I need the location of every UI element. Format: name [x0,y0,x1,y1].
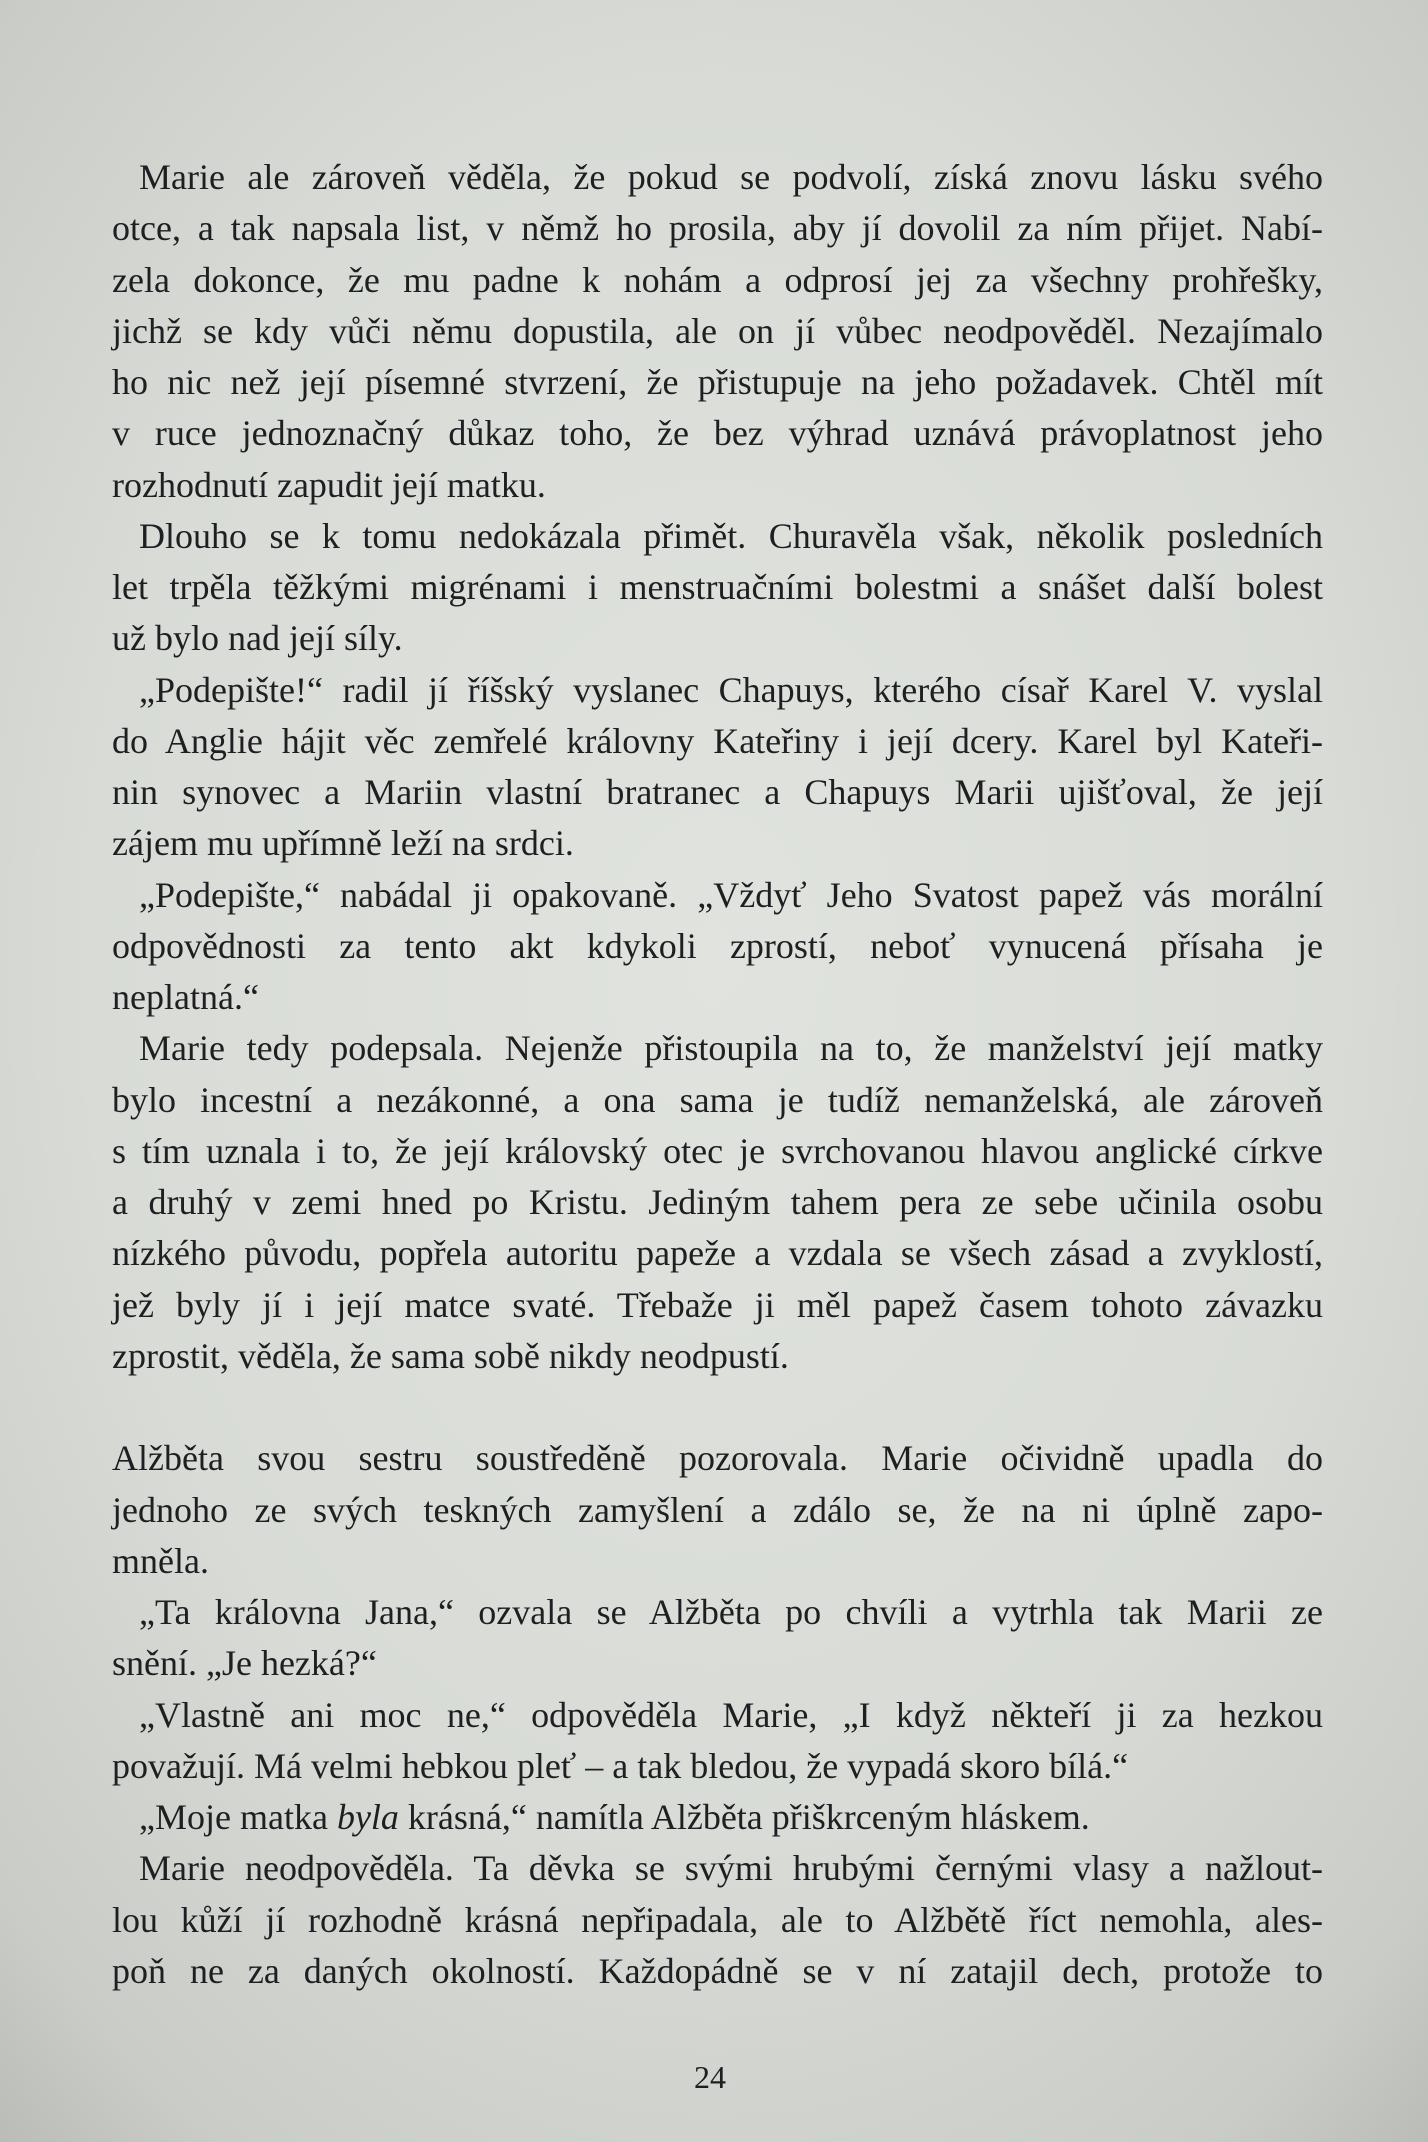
paragraph [112,1023,1323,1382]
text-line: zprostit, věděla, že sama sobě nikdy neodpustí. [112,1335,789,1376]
text-line: ho nic než její písemné stvrzení, že přistupuje na jeho požadavek. Chtěl mít [112,362,1323,402]
text-line: „Podepište,“ nabádal ji opakovaně. „Vždyť Jeho Svatost papež vás morální [139,874,1323,915]
paragraph [112,1433,1323,1587]
paragraph [112,1792,1323,1843]
paragraph [112,1843,1323,1997]
text-line: jichž se kdy vůči němu dopustila, ale on jí vůbec neodpověděl. Nezajímalo [112,310,1323,351]
text-line: zájem mu upřímně leží na srdci. [112,823,574,864]
paragraph [112,1690,1323,1793]
page-number: 24 [694,2059,726,2095]
text-line: otce, a tak napsala list, v němž ho prosila, aby jí dovolil za ním přijet. Nabí- [112,208,1323,249]
text-line: Marie tedy podepsala. Nejenže přistoupila na to, že manželství její matky [139,1028,1323,1069]
text-line: „Vlastně ani moc ne,“ odpověděla Marie, „I když někteří ji za hezkou [139,1694,1323,1735]
section-break [112,1382,1323,1433]
text-line: považují. Má velmi hebkou pleť – a tak bledou, že vypadá skoro bílá.“ [112,1745,1129,1786]
text-line: „Podepište!“ radil jí říšský vyslanec Chapuys, kterého císař Karel V. vyslal [139,669,1323,710]
text-line: let trpěla těžkými migrénami i menstruačními bolestmi a snášet další bolest [112,567,1323,607]
paragraph [112,665,1323,870]
text-line: lou kůží jí rozhodně krásná nepřipadala, ale to Alžbětě říct nemohla, ales- [112,1899,1323,1940]
paragraph [112,870,1323,1024]
text-segment: krásná,“ namítla Alžběta přiškrceným hláskem. [398,1797,1090,1837]
text-line: jednoho ze svých teskných zamyšlení a zdálo se, že na ni úplně zapo- [112,1489,1323,1530]
text-line: zela dokonce, že mu padne k nohám a odprosí jej za všechny prohřešky, [112,259,1323,300]
body-text [112,152,1323,1997]
text-line: rozhodnutí zapudit její matku. [112,464,546,505]
text-line: poň ne za daných okolností. Každopádně se v ní zatajil dech, protože to [112,1950,1323,1991]
paragraph [112,511,1323,665]
text-line: Marie neodpověděla. Ta děvka se svými hrubými černými vlasy a nažlout- [139,1848,1323,1889]
text-segment: „Moje matka [139,1797,337,1837]
paragraph [112,1587,1323,1690]
text-line: odpovědnosti za tento akt kdykoli zprostí, neboť vynucená přísaha je [112,925,1323,966]
text-line: mněla. [112,1540,209,1581]
text-line: Dlouho se k tomu nedokázala přimět. Churavěla však, několik posledních [139,515,1323,556]
text-line: nízkého původu, popřela autoritu papeže a vzdala se všech zásad a zvyklostí, [112,1233,1323,1274]
text-line: s tím uznala i to, že její královský otec je svrchovanou hlavou anglické církve [112,1130,1323,1171]
text-line: snění. „Je hezká?“ [112,1643,377,1684]
text-line: bylo incestní a nezákonné, a ona sama je tudíž nemanželská, ale zároveň [112,1079,1323,1120]
text-line: neplatná.“ [112,977,259,1017]
text-line: jež byly jí i její matce svaté. Třebaže ji měl papež časem tohoto závazku [112,1284,1323,1325]
text-line: Marie ale zároveň věděla, že pokud se podvolí, získá znovu lásku svého [139,157,1323,197]
text-line: Alžběta svou sestru soustředěně pozorovala. Marie očividně upadla do [112,1438,1323,1479]
text-line [112,1792,1323,1843]
emphasized-word: byla [336,1797,399,1837]
text-line: už bylo nad její síly. [112,618,403,659]
text-line: „Ta královna Jana,“ ozvala se Alžběta po chvíli a vytrhla tak Marii ze [139,1592,1323,1632]
text-line: nin synovec a Mariin vlastní bratranec a Chapuys Marii ujišťoval, že její [112,772,1323,812]
text-line: v ruce jednoznačný důkaz toho, že bez výhrad uznává právoplatnost jeho [112,413,1323,454]
text-line: do Anglie hájit věc zemřelé královny Kateřiny i její dcery. Karel byl Kateři- [112,720,1323,761]
paragraph [112,152,1323,511]
text-line: a druhý v zemi hned po Kristu. Jediným tahem pera ze sebe učinila osobu [112,1182,1323,1222]
